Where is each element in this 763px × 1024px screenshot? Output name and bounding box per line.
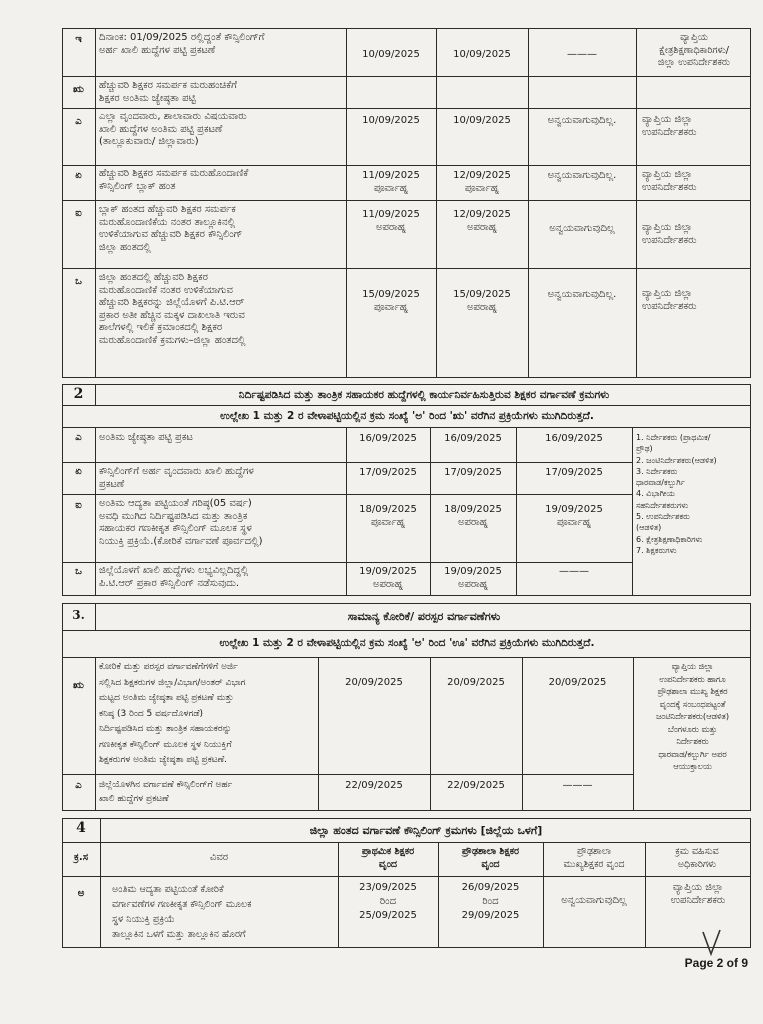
row-sno: ಏ [75,466,82,477]
row-date-headmaster: 20/09/2025 [548,677,607,688]
row-sno: ಇ [75,34,82,45]
row-date-primary: 11/09/2025 ಪೂರ್ವಾಹ್ನ [362,170,420,194]
section3-note: ಉಲ್ಲೇಖ 1 ಮತ್ತು 2 ರ ವೇಳಾಪಟ್ಟಿಯಲ್ಲಿನ ಕ್ರಮ ಸಂಖ್ಯೆ 'ಅ' ರಿಂದ 'ಊ' ವರೆಗಿನ ಪ್ರಕ್ರಿಯೆಗಳು ಮುಗಿದಿರುತ್ತದೆ. [219,637,595,649]
row-date-secondary: 22/09/2025 [447,780,505,791]
row-description: ಹೆಚ್ಚುವರಿ ಶಿಕ್ಷಕರ ಸಮರ್ಪಕ ಮರುಹಂಚಿಕೆಗೆ ಶಿಕ್ಷಕರ ಅಂತಿಮ ಜ್ಯೇಷ್ಠತಾ ಪಟ್ಟಿ [99,80,237,104]
section2-title: ನಿರ್ದಿಷ್ಟಪಡಿಸಿದ ಮತ್ತು ತಾಂತ್ರಿಕ ಸಹಾಯಕರ ಹುದ್ದೆಗಳಲ್ಲಿ ಕಾರ್ಯನಿರ್ವಹಿಸುತ್ತಿರುವ ಶಿಕ್ಷಕರ ವರ್ಗಾವಣೆ ಕ್ರಮಗಳು [238,389,610,401]
row-description: ಅಂತಿಮ ಆದ್ಯತಾ ಪಟ್ಟಿಯಂತೆ ಗರಿಷ್ಠ(05 ವರ್ಷ) ಅವಧಿ ಮುಗಿದ ನಿರ್ದಿಷ್ಟಪಡಿಸಿದ ಮತ್ತು ತಾಂತ್ರಿಕ ಸಹಾಯಕರ ಗಣಕೀಕೃತ ಕೌನ್ಸಿಲಿಂಗ್ ಮೂಲಕ ಸ್ಥಳ ನಿಯುಕ್ತಿ ಪ್ರಕ್ರಿಯೆ.(ಕೋರಿಕೆ ವರ್ಗಾವಣೆ ಪೂರ್ವದಲ್ಲಿ) [99,498,263,547]
row-date-primary: 18/09/2025 ಪೂರ್ವಾಹ್ನ [359,504,417,528]
row-sno: ಋ [73,680,84,691]
row-date-primary: 19/09/2025 ಅಪರಾಹ್ನ [359,566,417,590]
row-date-primary: 15/09/2025 ಪೂರ್ವಾಹ್ನ [362,289,420,313]
row-sno: ಒ [75,566,82,577]
row-date-secondary: 12/09/2025 ಪೂರ್ವಾಹ್ನ [453,170,511,194]
row-date-headmaster: ಅನ್ವಯವಾಗುವುದಿಲ್ಲ. [547,170,617,181]
row-sno: ಅ [77,888,85,899]
row-date-secondary: 12/09/2025 ಅಪರಾಹ್ನ [453,209,511,233]
row-date-primary: 10/09/2025 [362,115,420,126]
row-date-secondary: 18/09/2025 ಅಪರಾಹ್ನ [444,504,502,528]
row-date-primary: 23/09/2025 ರಿಂದ 25/09/2025 [359,882,417,921]
section2-authorities: 1. ನಿರ್ದೇಶಕರು (ಪ್ರಾಥಮಿಕ/ ಪ್ರೌಢ) 2. ಜಂಟಿನಿರ್ದೇಶಕರು(ಆಡಳಿತ) 3. ನಿರ್ದೇಶಕರು ಧಾರವಾಡ/ಕಲ್ಬುರ್ಗಿ 4. ವಿಭಾಗೀಯ ಸಹನಿರ್ದೇಶಕರುಗಳು 5. ಉಪನಿರ್ದೇಶಕರು (ಆಡಳಿತ) 6. ಕ್ಷೇತ್ರಶಿಕ್ಷಣಾಧಿಕಾರಿಗಳು 7. ಶಿಕ್ಷಕರುಗಳು [636,433,717,555]
row-date-headmaster: 16/09/2025 [545,433,603,444]
row-date-headmaster: ಅನ್ವಯವಾಗುವುದಿಲ್ಲ. [547,289,617,300]
row-description: ಅಂತಿಮ ಜ್ಯೇಷ್ಠತಾ ಪಟ್ಟಿ ಪ್ರಕಟ [99,432,193,443]
row-sno: ಐ [75,500,82,511]
header-sno: ಕ್ರ.ಸ [73,852,89,863]
header-description: ವಿವರ [209,852,229,863]
row-sno: ಏ [75,170,82,181]
section4-title: ಜಿಲ್ಲಾ ಹಂತದ ವರ್ಗಾವಣೆ ಕೌನ್ಸಿಲಿಂಗ್ ಕ್ರಮಗಳು [ಜಿಲ್ಲೆಯ ಒಳಗೆ] [309,824,543,837]
row-sno: ಎ [75,432,82,443]
row-date-primary: 22/09/2025 [345,780,403,791]
row-sno: ಒ [75,276,82,287]
signature-mark [700,928,724,958]
row-description: ಜಿಲ್ಲೆಯೊಳಗೆ ಖಾಲಿ ಹುದ್ದೆಗಳು ಲಭ್ಯವಿಲ್ಲದಿದ್ದಲ್ಲಿ ಪಿ.ಟಿ.ಆರ್ ಪ್ರಕಾರ ಕೌನ್ಸಿಲಿಂಗ್ ನಡೆಸುವುದು. [99,565,249,589]
row-date-primary: 20/09/2025 [345,677,403,688]
row-date-headmaster: ಅನ್ವಯವಾಗುವುದಿಲ್ಲ [549,223,615,234]
row-date-primary: 16/09/2025 [359,433,417,444]
row-description: ದಿನಾಂಕ: 01/09/2025 ರಲ್ಲಿದ್ದಂತೆ ಕೌನ್ಸಿಲಿಂಗ್‌ಗೆ ಅರ್ಹ ಖಾಲಿ ಹುದ್ದೆಗಳ ಪಟ್ಟಿ ಪ್ರಕಟಣೆ [99,32,265,56]
header-primary: ಪ್ರಾಥಮಿಕ ಶಿಕ್ಷಕರ ವೃಂದ [361,846,415,870]
row-date-headmaster: ಅನ್ವಯವಾಗುವುದಿಲ್ಲ [561,895,627,906]
header-headmaster: ಪ್ರೌಢಶಾಲಾ ಮುಖ್ಯಶಿಕ್ಷಕರ ವೃಂದ [563,846,625,870]
row-authority: ವ್ಯಾಪ್ತಿಯ ಜಿಲ್ಲಾ ಉಪನಿರ್ದೇಶಕರು [642,222,697,246]
section2-note: ಉಲ್ಲೇಖ 1 ಮತ್ತು 2 ರ ವೇಳಾಪಟ್ಟಿಯಲ್ಲಿನ ಕ್ರಮ ಸಂಖ್ಯೆ 'ಅ' ರಿಂದ 'ಋ' ವರೆಗಿನ ಪ್ರಕ್ರಿಯೆಗಳು ಮುಗಿದಿರುತ್ತದೆ. [220,410,594,422]
section3-title: ಸಾಮಾನ್ಯ ಕೋರಿಕೆ/ ಪರಸ್ಪರ ವರ್ಗಾವಣೆಗಳು [347,610,501,623]
row-authority: ವ್ಯಾಪ್ತಿಯ ಜಿಲ್ಲಾ ಉಪನಿರ್ದೇಶಕರು [642,114,697,138]
row-description: ಕೋರಿಕೆ ಮತ್ತು ಪರಸ್ಪರ ವರ್ಗಾವಣೆಗೆಗಳಿಗೆ ಅರ್ಜಿ ಸಲ್ಲಿಸಿದ ಶಿಕ್ಷಕರುಗಳ ಜಿಲ್ಲಾ/ವಿಭಾಗ/ಅಂತರ್ ವಿಭಾಗ ಮಟ್ಟದ ಅಂತಿಮ ಜ್ಯೇಷ್ಠತಾ ಪಟ್ಟಿ ಪ್ರಕಟಣೆ ಮತ್ತು ಕನಿಷ್ಠ (3 ರಿಂದ 5 ವರ್ಷದೊಳಗಡೆ) ನಿರ್ದಿಷ್ಟಪಡಿಸಿದ ಮತ್ತು ತಾಂತ್ರಿಕ ಸಹಾಯಕರನ್ನು ಗಣಕೀಕೃತ ಕೌನ್ಸಿಲಿಂಗ್ ಮೂಲಕ ಸ್ಥಳ ನಿಯುಕ್ತಿಗೆ ಶಿಕ್ಷಕರುಗಳ ಅಂತಿಮ ಜ್ಯೇಷ್ಠತಾ ಪಟ್ಟಿ ಪ್ರಕಟಣೆ. [99,662,246,765]
row-date-secondary: 16/09/2025 [444,433,502,444]
row-date-secondary: 17/09/2025 [444,467,502,478]
row-date-headmaster: 19/09/2025 ಪೂರ್ವಾಹ್ನ [545,504,603,528]
section4-number: 4 [76,820,86,836]
row-sno: ಎ [75,780,82,791]
page-number: Page 2 of 9 [684,956,748,970]
row-date-secondary: 20/09/2025 [447,677,505,688]
row-date-headmaster: ——— [559,566,589,577]
row-description: ಬ್ಲಾಕ್ ಹಂತದ ಹೆಚ್ಚುವರಿ ಶಿಕ್ಷಕರ ಸಮರ್ಪಕ ಮರುಹೊಂದಾಣಿಕೆಯ ನಂತರ ತಾಲ್ಲೂಕಿನಲ್ಲಿ ಉಳಿಕೆಯಾಗುವ ಹೆಚ್ಚುವರಿ ಶಿಕ್ಷಕರ ಕೌನ್ಸಿಲಿಂಗ್ ಜಿಲ್ಲಾ ಹಂತದಲ್ಲಿ [99,204,243,253]
row-sno: ಐ [75,208,82,219]
section3-number: 3. [72,608,85,622]
row-authority: ವ್ಯಾಪ್ತಿಯ ಜಿಲ್ಲಾ ಉಪನಿರ್ದೇಶಕರು [642,169,697,193]
row-date-secondary: 10/09/2025 [453,49,511,60]
row-date-secondary: 26/09/2025 ರಿಂದ 29/09/2025 [461,882,520,921]
row-date-headmaster: ಅನ್ವಯವಾಗುವುದಿಲ್ಲ. [547,115,617,126]
row-description: ಜಿಲ್ಲಾ ಹಂತದಲ್ಲಿ ಹೆಚ್ಚುವರಿ ಶಿಕ್ಷಕರ ಮರುಹೊಂದಾಣಿಕೆ ನಂತರ ಉಳಿಕೆಯಾಗುವ ಹೆಚ್ಚುವರಿ ಶಿಕ್ಷಕರನ್ನು ಜಿಲ್ಲೆಯೊಳಗೆ ಪಿ.ಟಿ.ಆರ್ ಪ್ರಕಾರ ಅತೀ ಹೆಚ್ಚಿನ ಮಕ್ಕಳ ದಾಖಲಾತಿ ಇರುವ ಶಾಲೆಗಳಲ್ಲಿ ಇಲಿಕೆ ಕ್ರಮಾಂಕದಲ್ಲಿ ಶಿಕ್ಷಕರ ಮರುಹೊಂದಾಣಿಕೆ ಕ್ರಮಗಳು–ಜಿಲ್ಲಾ ಹಂತದಲ್ಲಿ [99,272,246,346]
row-date-headmaster: ——— [567,49,597,60]
row-sno: ಎ [75,116,82,127]
row-authority: ವ್ಯಾಪ್ತಿಯ ಜಿಲ್ಲಾ ಉಪನಿರ್ದೇಶಕರು [670,882,726,906]
row-authority: ವ್ಯಾಪ್ತಿಯ ಕ್ಷೇತ್ರಶಿಕ್ಷಣಾಧಿಕಾರಿಗಳು/ ಜಿಲ್ಲಾ ಉಪನಿರ್ದೇಶಕರು [658,32,730,69]
row-date-secondary: 19/09/2025 ಅಪರಾಹ್ನ [444,566,502,590]
row-description: ಎಲ್ಲಾ ವೃಂದವಾರು, ಶಾಲಾವಾರು ವಿಷಯವಾರು ಖಾಲಿ ಹುದ್ದೆಗಳ ಅಂತಿಮ ಪಟ್ಟಿ ಪ್ರಕಟಣೆ (ತಾಲ್ಲೂಕುವಾರು/ ಜಿಲ್ಲಾವಾರು) [99,111,247,148]
row-sno: ಋ [73,84,84,95]
row-authority: ವ್ಯಾಪ್ತಿಯ ಜಿಲ್ಲಾ ಉಪನಿರ್ದೇಶಕರು [642,288,697,312]
row-description: ಜಿಲ್ಲೆಯೊಳಗಿನ ವರ್ಗಾವಣೆ ಕೌನ್ಸಿಲಿಂಗ್‌ಗೆ ಅರ್ಹ ಖಾಲಿ ಹುದ್ದೆಗಳ ಪ್ರಕಟಣೆ [99,780,233,804]
section2-number: 2 [73,386,84,402]
row-date-primary: 17/09/2025 [359,467,417,478]
section3-authorities: ವ್ಯಾಪ್ತಿಯ ಜಿಲ್ಲಾ ಉಪನಿರ್ದೇಶಕರು ಹಾಗೂ ಪ್ರೌಢಶಾಲಾ ಮುಖ್ಯ ಶಿಕ್ಷಕರ ವೃಂದಕ್ಕೆ ಸಂಬಂಧಪಟ್ಟಂತೆ ಜಂಟಿನಿರ್ದೇಶಕರು(ಆಡಳಿತ) ಬೆಂಗಳೂರು ಮತ್ತು ನಿರ್ದೇಶಕರು ಧಾರವಾಡ/ಕಲ್ಬುರ್ಗಿ ಅಪರ ಆಯುಕ್ತಾಲಯ [655,661,730,771]
row-description: ಅಂತಿಮ ಆದ್ಯತಾ ಪಟ್ಟಿಯಂತೆ ಕೋರಿಕೆ ವರ್ಗಾವಣೆಗಳ ಗಣಕೀಕೃತ ಕೌನ್ಸಿಲಿಂಗ್ ಮೂಲಕ ಸ್ಥಳ ನಿಯುಕ್ತಿ ಪ್ರಕ್ರಿಯೆ ತಾಲ್ಲೂಕಿನ ಒಳಗೆ ಮತ್ತು ತಾಲ್ಲೂಕಿನ ಹೊರಗೆ [112,884,252,940]
header-authority: ಕ್ರಮ ವಹಿಸುವ ಅಧಿಕಾರಿಗಳು [675,846,719,870]
row-description: ಹೆಚ್ಚುವರಿ ಶಿಕ್ಷಕರ ಸಮರ್ಪಕ ಮರುಹೊಂದಾಣಿಕೆ ಕೌನ್ಸಿಲಿಂಗ್ ಬ್ಲಾಕ್ ಹಂತ [99,168,249,192]
row-date-secondary: 10/09/2025 [453,115,511,126]
header-secondary: ಪ್ರೌಢಶಾಲಾ ಶಿಕ್ಷಕರ ವೃಂದ [461,846,520,870]
row-description: ಕೌನ್ಸಿಲಿಂಗ್‌ಗೆ ಅರ್ಹ ವೃಂದವಾರು ಖಾಲಿ ಹುದ್ದೆಗಳ ಪ್ರಕಟಣೆ [99,466,254,490]
row-date-primary: 10/09/2025 [362,49,420,60]
row-date-headmaster: 17/09/2025 [545,467,603,478]
row-date-headmaster: ——— [562,780,593,791]
row-date-secondary: 15/09/2025 ಅಪರಾಹ್ನ [453,289,511,313]
row-date-primary: 11/09/2025 ಅಪರಾಹ್ನ [362,209,420,233]
